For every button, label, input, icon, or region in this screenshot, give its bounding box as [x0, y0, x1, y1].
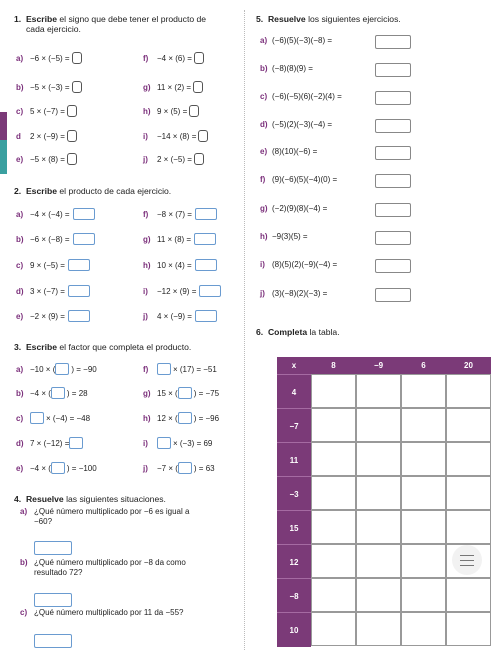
table-row-header: 4 [277, 374, 311, 409]
s5-item-expression: (9)(−6)(5)(−4)(0) = [272, 175, 338, 184]
table-answer-cell[interactable] [401, 374, 446, 408]
s3-item [143, 437, 212, 449]
s2-item [143, 233, 216, 245]
table-answer-cell[interactable] [356, 374, 401, 408]
table-answer-cell[interactable] [311, 408, 356, 442]
s2-item-label: f) [143, 209, 149, 219]
s2-item-label: j) [143, 311, 148, 321]
table-row-header: 15 [277, 510, 311, 545]
table-answer-cell[interactable] [401, 408, 446, 442]
s3-item-prefix: −7 × ( [157, 463, 178, 473]
table-answer-cell[interactable] [356, 612, 401, 646]
factor-answer-box[interactable] [178, 412, 192, 424]
s3-item-suffix: ) = −96 [193, 413, 220, 423]
result-answer-box[interactable] [375, 259, 411, 273]
s2-item-label: g) [143, 234, 151, 244]
section-4-title: 4. Resuelve las siguientes situaciones. [14, 494, 166, 504]
table-answer-cell[interactable] [401, 510, 446, 544]
s2-item-expression: −8 × (7) = [157, 209, 192, 219]
s2-item [143, 310, 217, 322]
s1-item-label: i) [143, 131, 148, 141]
s3-item-prefix: 7 × (−12) = [30, 438, 70, 448]
situation-answer-box[interactable] [34, 634, 72, 648]
s2-item-expression: 4 × (−9) = [157, 311, 192, 321]
table-answer-cell[interactable] [446, 408, 491, 442]
s1-item-expression: −4 × (6) = [157, 53, 192, 63]
sign-answer-box[interactable] [72, 52, 82, 64]
s1-item-label: f) [143, 53, 149, 63]
sign-answer-box[interactable] [198, 130, 208, 142]
s1-item [16, 130, 79, 142]
product-answer-box[interactable] [73, 208, 95, 220]
table-answer-cell[interactable] [401, 442, 446, 476]
s5-item-expression: (−8)(8)(9) = [272, 64, 313, 73]
s2-item [16, 233, 95, 245]
s3-item-label: g) [143, 388, 151, 398]
table-column-header: 8 [311, 357, 356, 374]
result-answer-box[interactable] [375, 146, 411, 160]
s1-item-label: b) [16, 82, 24, 92]
factor-answer-box[interactable] [69, 437, 83, 449]
table-answer-cell[interactable] [401, 612, 446, 646]
sign-answer-box[interactable] [193, 81, 203, 93]
s5-item-label: b) [260, 64, 268, 73]
s5-item-expression: −9(3)(5) = [272, 232, 308, 241]
s3-item-label: i) [143, 438, 148, 448]
result-answer-box[interactable] [375, 288, 411, 302]
s5-item-expression: (−6)(−5)(6)(−2)(4) = [272, 92, 342, 101]
s5-item [260, 289, 327, 298]
s4-item-line2: −60? [34, 517, 53, 526]
product-answer-box[interactable] [195, 310, 217, 322]
s3-item-suffix: × (17) = −51 [173, 364, 217, 374]
table-row-header: 10 [277, 612, 311, 647]
table-row-header: −8 [277, 578, 311, 613]
s2-item-label: i) [143, 286, 148, 296]
s5-item-expression: (8)(5)(2)(−9)(−4) = [272, 260, 338, 269]
product-answer-box[interactable] [195, 208, 217, 220]
s2-item [143, 208, 217, 220]
table-row-header: 12 [277, 544, 311, 579]
table-answer-cell[interactable] [311, 578, 356, 612]
s3-item-prefix: −4 × ( [30, 463, 51, 473]
table-answer-cell[interactable] [311, 544, 356, 578]
s5-item [260, 175, 337, 184]
table-column-header: −9 [356, 357, 401, 374]
s2-item [16, 259, 90, 271]
s3-item-label: c) [16, 413, 24, 423]
s3-item-suffix: × (−3) = 69 [173, 438, 213, 448]
s3-item [16, 462, 97, 474]
s1-item-label: j) [143, 154, 148, 164]
table-row-header: −7 [277, 408, 311, 443]
s1-item-label: g) [143, 82, 151, 92]
s3-item-suffix: ) = 63 [193, 463, 215, 473]
s1-item-expression: −5 × (8) = [30, 154, 65, 164]
s4-item [20, 608, 184, 617]
s1-item [16, 105, 79, 117]
factor-answer-box[interactable] [157, 437, 171, 449]
table-answer-cell[interactable] [311, 612, 356, 646]
factor-answer-box[interactable] [178, 387, 192, 399]
section-1-title-line2: cada ejercicio. [26, 24, 81, 34]
s5-item [260, 147, 317, 156]
table-answer-cell[interactable] [401, 544, 446, 578]
result-answer-box[interactable] [375, 203, 411, 217]
s5-item-expression: (3)(−8)(2)(−3) = [272, 289, 328, 298]
s5-item [260, 36, 332, 45]
product-answer-box[interactable] [73, 233, 95, 245]
s4-item-question: ¿Qué número multiplicado por 11 da −55? [34, 608, 184, 617]
s1-item-label: e) [16, 154, 24, 164]
s3-item-suffix: × (−4) = −48 [46, 413, 91, 423]
table-answer-cell[interactable] [356, 510, 401, 544]
s5-item-label: i) [260, 260, 265, 269]
product-answer-box[interactable] [68, 285, 90, 297]
s2-item-label: b) [16, 234, 24, 244]
s5-item-label: h) [260, 232, 268, 241]
s1-item-expression: −5 × (−3) = [30, 82, 70, 92]
sign-answer-box[interactable] [72, 81, 82, 93]
s3-item-label: j) [143, 463, 148, 473]
s4-item-label: a) [20, 507, 28, 516]
s2-item-expression: 3 × (−7) = [30, 286, 65, 296]
table-column-header: 6 [401, 357, 446, 374]
factor-answer-box[interactable] [30, 412, 44, 424]
s5-item-expression: (8)(10)(−6) = [272, 147, 318, 156]
s2-item-expression: 10 × (4) = [157, 260, 192, 270]
s4-item-question: ¿Qué número multiplicado por −8 da como [34, 558, 186, 567]
table-answer-cell[interactable] [311, 476, 356, 510]
s5-item [260, 120, 332, 129]
result-answer-box[interactable] [375, 35, 411, 49]
table-answer-cell[interactable] [356, 442, 401, 476]
s3-item-prefix: 12 × ( [157, 413, 178, 423]
s5-item-label: a) [260, 36, 268, 45]
s2-item-expression: 9 × (−5) = [30, 260, 65, 270]
s5-item [260, 92, 342, 101]
s5-item-label: d) [260, 120, 268, 129]
s5-item [260, 204, 327, 213]
factor-answer-box[interactable] [157, 363, 171, 375]
s5-item [260, 260, 337, 269]
sign-answer-box[interactable] [194, 52, 204, 64]
s3-item-suffix: ) = 28 [66, 388, 88, 398]
table-corner-header: x [277, 357, 311, 374]
sign-answer-box[interactable] [194, 153, 204, 165]
result-answer-box[interactable] [375, 119, 411, 133]
s4-item [20, 507, 189, 516]
s3-item-label: e) [16, 463, 24, 473]
s5-item-expression: (−5)(2)(−3)(−4) = [272, 120, 333, 129]
s3-item-label: d) [16, 438, 24, 448]
s3-item [143, 363, 217, 375]
s3-item-label: b) [16, 388, 24, 398]
s2-item-expression: −2 × (9) = [30, 311, 65, 321]
sign-answer-box[interactable] [67, 130, 77, 142]
table-column-header: 20 [446, 357, 491, 374]
s1-item-label: a) [16, 53, 24, 63]
column-divider [244, 10, 245, 650]
sign-answer-box[interactable] [67, 153, 77, 165]
s1-item-expression: 2 × (−5) = [157, 154, 192, 164]
s3-item-suffix: ) = −75 [193, 388, 220, 398]
s2-item-label: h) [143, 260, 151, 270]
s1-item [143, 130, 210, 142]
s3-item-label: a) [16, 364, 24, 374]
s2-item [143, 285, 221, 297]
s4-item-label: b) [20, 558, 28, 567]
s3-item-prefix: −10 × ( [30, 364, 56, 374]
situation-answer-box[interactable] [34, 593, 72, 607]
section-3-title: 3. Escribe el factor que completa el producto. [14, 342, 192, 352]
factor-answer-box[interactable] [178, 462, 192, 474]
s2-item-label: d) [16, 286, 24, 296]
s3-item [143, 412, 219, 424]
s5-item-expression: (−2)(9)(8)(−4) = [272, 204, 328, 213]
sign-answer-box[interactable] [189, 105, 199, 117]
s5-item-label: g) [260, 204, 268, 213]
s1-item [16, 153, 79, 165]
product-answer-box[interactable] [195, 259, 217, 271]
s5-item-label: j) [260, 289, 265, 298]
s1-item [143, 81, 205, 93]
s4-item-label: c) [20, 608, 28, 617]
table-answer-cell[interactable] [401, 578, 446, 612]
s1-item [143, 105, 201, 117]
result-answer-box[interactable] [375, 174, 411, 188]
s2-item-label: a) [16, 209, 24, 219]
table-row-header: 11 [277, 442, 311, 477]
product-answer-box[interactable] [68, 259, 90, 271]
s1-item [16, 52, 84, 64]
table-answer-cell[interactable] [311, 510, 356, 544]
table-answer-cell[interactable] [311, 374, 356, 408]
s1-item-label: d [16, 131, 21, 141]
s1-item [143, 52, 206, 64]
factor-answer-box[interactable] [51, 387, 65, 399]
s2-item-expression: −12 × (9) = [157, 286, 197, 296]
table-answer-cell[interactable] [356, 578, 401, 612]
s1-item-label: c) [16, 106, 24, 116]
s2-item [16, 310, 90, 322]
product-answer-box[interactable] [199, 285, 221, 297]
product-answer-box[interactable] [68, 310, 90, 322]
s1-item-expression: −6 × (−5) = [30, 53, 70, 63]
table-answer-cell[interactable] [356, 476, 401, 510]
factor-answer-box[interactable] [51, 462, 65, 474]
s1-item-expression: 11 × (2) = [157, 82, 192, 92]
table-answer-cell[interactable] [446, 510, 491, 544]
situation-answer-box[interactable] [34, 541, 72, 555]
s3-item-suffix: ) = −100 [66, 463, 97, 473]
s3-item-prefix: 15 × ( [157, 388, 178, 398]
s2-item [16, 285, 90, 297]
table-answer-cell[interactable] [401, 476, 446, 510]
s3-item [143, 462, 215, 474]
s2-item-label: e) [16, 311, 24, 321]
s3-item-suffix: ) = −90 [71, 364, 97, 374]
s1-item [16, 81, 84, 93]
s5-item-expression: (−6)(5)(−3)(−8) = [272, 36, 333, 45]
table-answer-cell[interactable] [446, 612, 491, 646]
menu-icon[interactable] [452, 545, 482, 575]
table-answer-cell[interactable] [356, 408, 401, 442]
section-2-title: 2. Escribe el producto de cada ejercicio. [14, 186, 172, 196]
s3-item-label: h) [143, 413, 151, 423]
s4-item-question: ¿Qué número multiplicado por −6 es igual a [34, 507, 190, 516]
section-5-title: 5. Resuelve los siguientes ejercicios. [256, 14, 401, 24]
s1-item [143, 153, 206, 165]
result-answer-box[interactable] [375, 91, 411, 105]
s5-item-label: e) [260, 147, 268, 156]
s4-item-line2: resultado 72? [34, 568, 83, 577]
table-answer-cell[interactable] [446, 442, 491, 476]
s3-item [16, 437, 85, 449]
s1-item-expression: −14 × (8) = [157, 131, 197, 141]
table-row-header: −3 [277, 476, 311, 511]
s2-item [16, 208, 95, 220]
sign-answer-box[interactable] [67, 105, 77, 117]
table-answer-cell[interactable] [446, 374, 491, 408]
s2-item [143, 259, 217, 271]
result-answer-box[interactable] [375, 63, 411, 77]
edge-tab-teal [0, 140, 7, 174]
table-answer-cell[interactable] [356, 544, 401, 578]
table-answer-cell[interactable] [446, 578, 491, 612]
result-answer-box[interactable] [375, 231, 411, 245]
section-1-title: 1. Escribe el signo que debe tener el producto de [14, 14, 207, 24]
s1-item-expression: 5 × (−7) = [30, 106, 65, 116]
s3-item [16, 363, 97, 375]
s5-item-label: c) [260, 92, 268, 101]
s4-item [20, 558, 186, 567]
s2-item-expression: −6 × (−8) = [30, 234, 70, 244]
table-answer-cell[interactable] [446, 476, 491, 510]
factor-answer-box[interactable] [55, 363, 69, 375]
s2-item-expression: −4 × (−4) = [30, 209, 70, 219]
s2-item-expression: 11 × (8) = [157, 234, 192, 244]
s5-item [260, 232, 308, 241]
section-6-title: 6. Completa la tabla. [256, 327, 340, 337]
table-answer-cell[interactable] [311, 442, 356, 476]
s3-item [143, 387, 219, 399]
s5-item-label: f) [260, 175, 266, 184]
s5-item [260, 64, 313, 73]
s1-item-expression: 2 × (−9) = [30, 131, 65, 141]
s3-item-label: f) [143, 364, 149, 374]
product-answer-box[interactable] [194, 233, 216, 245]
s2-item-label: c) [16, 260, 24, 270]
s1-item-expression: 9 × (5) = [157, 106, 188, 116]
s3-item [16, 387, 88, 399]
s3-item [16, 412, 90, 424]
s3-item-prefix: −4 × ( [30, 388, 51, 398]
s1-item-label: h) [143, 106, 151, 116]
